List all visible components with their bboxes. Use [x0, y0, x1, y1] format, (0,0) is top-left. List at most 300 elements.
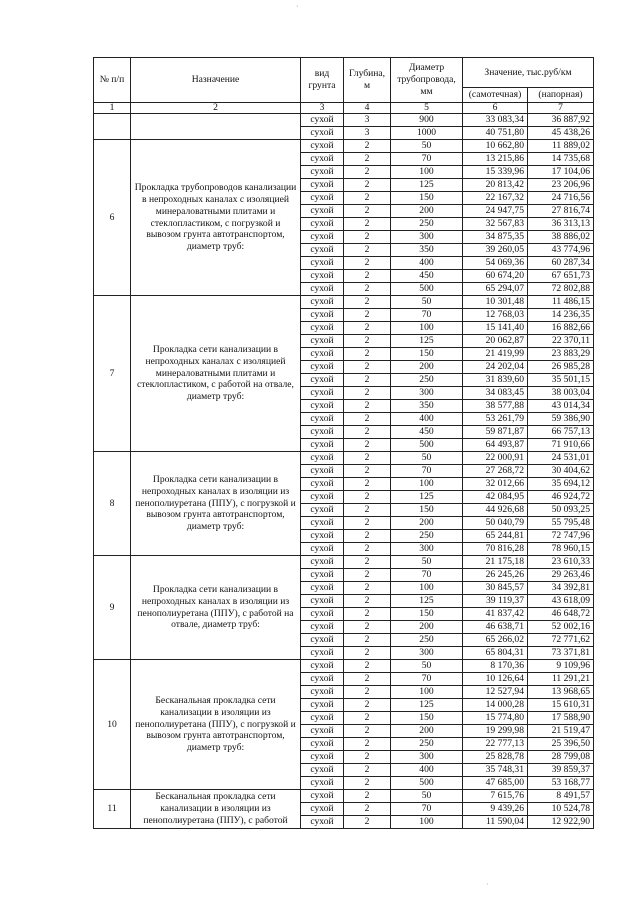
- depth-cell: 2: [344, 582, 391, 595]
- depth-cell: 2: [344, 335, 391, 348]
- depth-cell: 2: [344, 660, 391, 673]
- soil-type-cell: сухой: [301, 218, 344, 231]
- soil-type-cell: сухой: [301, 686, 344, 699]
- value-gravity-cell: 10 662,80: [463, 140, 528, 153]
- value-pressure-cell: 73 371,81: [528, 647, 594, 660]
- value-pressure-cell: 23 883,29: [528, 348, 594, 361]
- soil-type-cell: сухой: [301, 777, 344, 790]
- value-gravity-cell: 12 527,94: [463, 686, 528, 699]
- depth-cell: 2: [344, 543, 391, 556]
- depth-cell: 3: [344, 114, 391, 127]
- soil-type-cell: сухой: [301, 478, 344, 491]
- table-row: [94, 556, 594, 569]
- depth-cell: 2: [344, 153, 391, 166]
- soil-type-cell: сухой: [301, 231, 344, 244]
- depth-cell: 2: [344, 374, 391, 387]
- value-pressure-cell: 12 922,90: [528, 816, 594, 829]
- diameter-cell: 200: [391, 725, 463, 738]
- soil-type-cell: сухой: [301, 699, 344, 712]
- value-gravity-cell: 53 261,79: [463, 413, 528, 426]
- value-gravity-cell: 44 926,68: [463, 504, 528, 517]
- value-pressure-cell: 35 694,12: [528, 478, 594, 491]
- value-pressure-cell: 35 501,15: [528, 374, 594, 387]
- value-pressure-cell: 24 531,01: [528, 452, 594, 465]
- value-pressure-cell: 66 757,13: [528, 426, 594, 439]
- soil-type-cell: сухой: [301, 517, 344, 530]
- depth-cell: 2: [344, 764, 391, 777]
- value-gravity-cell: 65 266,02: [463, 634, 528, 647]
- value-pressure-cell: 17 588,90: [528, 712, 594, 725]
- value-pressure-cell: 13 968,65: [528, 686, 594, 699]
- soil-type-cell: сухой: [301, 530, 344, 543]
- soil-type-cell: сухой: [301, 114, 344, 127]
- value-gravity-cell: 65 804,31: [463, 647, 528, 660]
- diameter-cell: 150: [391, 504, 463, 517]
- diameter-cell: 300: [391, 543, 463, 556]
- value-gravity-cell: 41 837,42: [463, 608, 528, 621]
- diameter-cell: 100: [391, 322, 463, 335]
- diameter-cell: 100: [391, 166, 463, 179]
- diameter-cell: 100: [391, 686, 463, 699]
- soil-type-cell: сухой: [301, 205, 344, 218]
- diameter-cell: 50: [391, 556, 463, 569]
- depth-cell: 2: [344, 556, 391, 569]
- value-gravity-cell: 20 813,42: [463, 179, 528, 192]
- value-pressure-cell: 71 910,66: [528, 439, 594, 452]
- soil-type-cell: сухой: [301, 348, 344, 361]
- depth-cell: 2: [344, 738, 391, 751]
- value-gravity-cell: 21 419,99: [463, 348, 528, 361]
- column-number: 6: [463, 103, 528, 114]
- value-gravity-cell: 32 012,66: [463, 478, 528, 491]
- soil-type-cell: сухой: [301, 803, 344, 816]
- soil-type-cell: сухой: [301, 556, 344, 569]
- value-gravity-cell: 34 083,45: [463, 387, 528, 400]
- diameter-cell: 300: [391, 231, 463, 244]
- column-number: 1: [94, 103, 131, 114]
- value-gravity-cell: 35 748,31: [463, 764, 528, 777]
- value-pressure-cell: 11 889,02: [528, 140, 594, 153]
- diameter-cell: 450: [391, 270, 463, 283]
- diameter-cell: 150: [391, 712, 463, 725]
- depth-cell: 2: [344, 413, 391, 426]
- table-row: [94, 660, 594, 673]
- value-gravity-cell: 24 202,04: [463, 361, 528, 374]
- value-pressure-cell: 60 287,34: [528, 257, 594, 270]
- diameter-cell: 200: [391, 361, 463, 374]
- value-pressure-cell: 30 404,62: [528, 465, 594, 478]
- diameter-cell: 100: [391, 478, 463, 491]
- value-gravity-cell: 19 299,98: [463, 725, 528, 738]
- depth-cell: 2: [344, 504, 391, 517]
- depth-cell: 2: [344, 361, 391, 374]
- diameter-cell: 150: [391, 608, 463, 621]
- item-number: [94, 114, 131, 140]
- table-body: [94, 114, 594, 829]
- diameter-cell: 400: [391, 764, 463, 777]
- depth-cell: 2: [344, 439, 391, 452]
- soil-type-cell: сухой: [301, 764, 344, 777]
- value-pressure-cell: 55 795,48: [528, 517, 594, 530]
- value-gravity-cell: 13 215,86: [463, 153, 528, 166]
- depth-cell: 2: [344, 569, 391, 582]
- soil-type-cell: сухой: [301, 491, 344, 504]
- value-pressure-cell: 26 985,28: [528, 361, 594, 374]
- soil-type-cell: сухой: [301, 790, 344, 803]
- soil-type-cell: сухой: [301, 361, 344, 374]
- value-gravity-cell: 7 615,76: [463, 790, 528, 803]
- value-pressure-cell: 45 438,26: [528, 127, 594, 140]
- value-gravity-cell: 9 439,26: [463, 803, 528, 816]
- column-number: 3: [301, 103, 344, 114]
- value-pressure-cell: 10 524,78: [528, 803, 594, 816]
- value-pressure-cell: 29 263,46: [528, 569, 594, 582]
- diameter-cell: 400: [391, 257, 463, 270]
- soil-type-cell: сухой: [301, 634, 344, 647]
- value-pressure-cell: 14 236,35: [528, 309, 594, 322]
- diameter-cell: 70: [391, 153, 463, 166]
- value-gravity-cell: 39 119,37: [463, 595, 528, 608]
- depth-cell: 2: [344, 673, 391, 686]
- soil-type-cell: сухой: [301, 257, 344, 270]
- value-gravity-cell: 38 577,88: [463, 400, 528, 413]
- soil-type-cell: сухой: [301, 660, 344, 673]
- depth-cell: 2: [344, 517, 391, 530]
- soil-type-cell: сухой: [301, 153, 344, 166]
- depth-cell: 2: [344, 257, 391, 270]
- diameter-cell: 200: [391, 621, 463, 634]
- soil-type-cell: сухой: [301, 465, 344, 478]
- depth-cell: 2: [344, 816, 391, 829]
- soil-type-cell: сухой: [301, 608, 344, 621]
- depth-cell: 2: [344, 348, 391, 361]
- depth-cell: 3: [344, 127, 391, 140]
- depth-cell: 2: [344, 790, 391, 803]
- value-gravity-cell: 47 685,00: [463, 777, 528, 790]
- value-pressure-cell: 46 924,72: [528, 491, 594, 504]
- table-header: [94, 58, 594, 114]
- value-gravity-cell: 40 751,80: [463, 127, 528, 140]
- value-pressure-cell: 72 771,62: [528, 634, 594, 647]
- value-gravity-cell: 33 083,34: [463, 114, 528, 127]
- depth-cell: 2: [344, 270, 391, 283]
- value-pressure-cell: 16 882,66: [528, 322, 594, 335]
- soil-type-cell: сухой: [301, 179, 344, 192]
- cost-table: [93, 57, 594, 829]
- value-pressure-cell: 38 886,02: [528, 231, 594, 244]
- header-value-pressure: (напорная): [528, 88, 594, 103]
- soil-type-cell: сухой: [301, 725, 344, 738]
- depth-cell: 2: [344, 296, 391, 309]
- value-gravity-cell: 70 816,28: [463, 543, 528, 556]
- value-gravity-cell: 14 000,28: [463, 699, 528, 712]
- diameter-cell: 250: [391, 374, 463, 387]
- header-value: Значение, тыс.руб/км: [463, 58, 594, 88]
- value-gravity-cell: 10 126,64: [463, 673, 528, 686]
- table-row: [94, 140, 594, 153]
- diameter-cell: 50: [391, 790, 463, 803]
- depth-cell: 2: [344, 621, 391, 634]
- depth-cell: 2: [344, 244, 391, 257]
- diameter-cell: 450: [391, 426, 463, 439]
- header-depth: Глубина, м: [344, 58, 391, 103]
- value-pressure-cell: 43 014,34: [528, 400, 594, 413]
- value-gravity-cell: 32 567,83: [463, 218, 528, 231]
- header-purpose: Назначение: [131, 58, 301, 103]
- soil-type-cell: сухой: [301, 127, 344, 140]
- diameter-cell: 300: [391, 387, 463, 400]
- depth-cell: 2: [344, 699, 391, 712]
- diameter-cell: 125: [391, 179, 463, 192]
- value-gravity-cell: 50 040,79: [463, 517, 528, 530]
- value-gravity-cell: 30 845,57: [463, 582, 528, 595]
- value-pressure-cell: 11 291,21: [528, 673, 594, 686]
- soil-type-cell: сухой: [301, 426, 344, 439]
- value-gravity-cell: 42 084,95: [463, 491, 528, 504]
- diameter-cell: 250: [391, 218, 463, 231]
- header-diameter: Диаметр трубопровода, мм: [391, 58, 463, 103]
- value-gravity-cell: 22 167,32: [463, 192, 528, 205]
- header-soil: вид грунта: [301, 58, 344, 103]
- depth-cell: 2: [344, 712, 391, 725]
- soil-type-cell: сухой: [301, 166, 344, 179]
- diameter-cell: 150: [391, 192, 463, 205]
- item-purpose: Прокладка сети канализации в непроходных каналах в изоляции из пенополиуретана (ППУ), с работой на отвале, диаметр труб:: [131, 556, 301, 660]
- value-gravity-cell: 59 871,87: [463, 426, 528, 439]
- diameter-cell: 50: [391, 140, 463, 153]
- depth-cell: 2: [344, 309, 391, 322]
- value-gravity-cell: 24 947,75: [463, 205, 528, 218]
- value-gravity-cell: 64 493,87: [463, 439, 528, 452]
- item-number: 10: [94, 660, 131, 790]
- diameter-cell: 50: [391, 296, 463, 309]
- soil-type-cell: сухой: [301, 569, 344, 582]
- diameter-cell: 125: [391, 335, 463, 348]
- value-pressure-cell: 24 716,56: [528, 192, 594, 205]
- value-gravity-cell: 27 268,72: [463, 465, 528, 478]
- depth-cell: 2: [344, 751, 391, 764]
- value-pressure-cell: 43 774,96: [528, 244, 594, 257]
- diameter-cell: 300: [391, 751, 463, 764]
- value-pressure-cell: 36 313,13: [528, 218, 594, 231]
- value-pressure-cell: 11 486,15: [528, 296, 594, 309]
- value-pressure-cell: 59 386,90: [528, 413, 594, 426]
- value-gravity-cell: 15 141,40: [463, 322, 528, 335]
- diameter-cell: 150: [391, 348, 463, 361]
- diameter-cell: 250: [391, 530, 463, 543]
- item-purpose: Бесканальная прокладка сети канализации в изоляции из пенополиуретана (ППУ), с погрузкой и вывозом грунта автотранспортом, диаметр труб:: [131, 660, 301, 790]
- item-number: 8: [94, 452, 131, 556]
- depth-cell: 2: [344, 725, 391, 738]
- value-gravity-cell: 31 839,60: [463, 374, 528, 387]
- value-pressure-cell: 23 206,96: [528, 179, 594, 192]
- diameter-cell: 100: [391, 582, 463, 595]
- depth-cell: 2: [344, 231, 391, 244]
- value-gravity-cell: 8 170,36: [463, 660, 528, 673]
- soil-type-cell: сухой: [301, 335, 344, 348]
- soil-type-cell: сухой: [301, 751, 344, 764]
- value-pressure-cell: 34 392,81: [528, 582, 594, 595]
- item-purpose: Прокладка трубопроводов канализации в непроходных каналах с изоляцией минераловатными плитами и стеклопластиком, с погрузкой и вывозом грунта автотранспортом, диаметр труб:: [131, 140, 301, 296]
- item-purpose: Бесканальная прокладка сети канализации в изоляции из пенополиуретана (ППУ), с работой: [131, 790, 301, 829]
- diameter-cell: 350: [391, 400, 463, 413]
- depth-cell: 2: [344, 452, 391, 465]
- soil-type-cell: сухой: [301, 296, 344, 309]
- item-number: 9: [94, 556, 131, 660]
- value-pressure-cell: 50 093,25: [528, 504, 594, 517]
- value-gravity-cell: 39 260,05: [463, 244, 528, 257]
- value-gravity-cell: 46 638,71: [463, 621, 528, 634]
- depth-cell: 2: [344, 686, 391, 699]
- depth-cell: 2: [344, 166, 391, 179]
- diameter-cell: 900: [391, 114, 463, 127]
- diameter-cell: 500: [391, 439, 463, 452]
- table-row: [94, 114, 594, 127]
- diameter-cell: 125: [391, 491, 463, 504]
- diameter-cell: 125: [391, 595, 463, 608]
- depth-cell: 2: [344, 218, 391, 231]
- value-gravity-cell: 22 000,91: [463, 452, 528, 465]
- value-gravity-cell: 34 875,35: [463, 231, 528, 244]
- value-pressure-cell: 72 747,96: [528, 530, 594, 543]
- value-pressure-cell: 23 610,33: [528, 556, 594, 569]
- value-pressure-cell: 21 519,47: [528, 725, 594, 738]
- item-purpose: Прокладка сети канализации в непроходных каналах с изоляцией минераловатными плитами и стеклопластиком, с работой на отвале, диаметр труб:: [131, 296, 301, 452]
- soil-type-cell: сухой: [301, 738, 344, 751]
- depth-cell: 2: [344, 647, 391, 660]
- value-pressure-cell: 43 618,09: [528, 595, 594, 608]
- value-pressure-cell: 27 816,74: [528, 205, 594, 218]
- diameter-cell: 250: [391, 738, 463, 751]
- item-number: 7: [94, 296, 131, 452]
- soil-type-cell: сухой: [301, 309, 344, 322]
- diameter-cell: 400: [391, 413, 463, 426]
- value-gravity-cell: 54 069,36: [463, 257, 528, 270]
- soil-type-cell: сухой: [301, 582, 344, 595]
- depth-cell: 2: [344, 777, 391, 790]
- value-gravity-cell: 15 339,96: [463, 166, 528, 179]
- value-gravity-cell: 11 590,04: [463, 816, 528, 829]
- diameter-cell: 70: [391, 309, 463, 322]
- value-gravity-cell: 15 774,80: [463, 712, 528, 725]
- table-row: [94, 296, 594, 309]
- depth-cell: 2: [344, 530, 391, 543]
- soil-type-cell: сухой: [301, 452, 344, 465]
- depth-cell: 2: [344, 283, 391, 296]
- value-gravity-cell: 60 674,20: [463, 270, 528, 283]
- depth-cell: 2: [344, 595, 391, 608]
- value-pressure-cell: 72 802,88: [528, 283, 594, 296]
- column-number: 2: [131, 103, 301, 114]
- soil-type-cell: сухой: [301, 413, 344, 426]
- soil-type-cell: сухой: [301, 387, 344, 400]
- value-pressure-cell: 9 109,96: [528, 660, 594, 673]
- value-pressure-cell: 14 735,68: [528, 153, 594, 166]
- column-number-row: [94, 103, 594, 114]
- diameter-cell: 250: [391, 634, 463, 647]
- value-pressure-cell: 22 370,11: [528, 335, 594, 348]
- value-gravity-cell: 21 175,18: [463, 556, 528, 569]
- soil-type-cell: сухой: [301, 270, 344, 283]
- diameter-cell: 125: [391, 699, 463, 712]
- soil-type-cell: сухой: [301, 439, 344, 452]
- soil-type-cell: сухой: [301, 504, 344, 517]
- depth-cell: 2: [344, 491, 391, 504]
- value-pressure-cell: 67 651,73: [528, 270, 594, 283]
- diameter-cell: 70: [391, 465, 463, 478]
- diameter-cell: 500: [391, 283, 463, 296]
- value-gravity-cell: 22 777,13: [463, 738, 528, 751]
- value-gravity-cell: 20 062,87: [463, 335, 528, 348]
- diameter-cell: 70: [391, 803, 463, 816]
- scan-mark-bottom: ·: [486, 880, 489, 889]
- depth-cell: 2: [344, 192, 391, 205]
- soil-type-cell: сухой: [301, 283, 344, 296]
- item-purpose: [131, 114, 301, 140]
- depth-cell: 2: [344, 634, 391, 647]
- depth-cell: 2: [344, 140, 391, 153]
- item-number: 6: [94, 140, 131, 296]
- soil-type-cell: сухой: [301, 595, 344, 608]
- diameter-cell: 500: [391, 777, 463, 790]
- item-purpose: Прокладка сети канализации в непроходных каналах в изоляции из пенополиуретана (ППУ), с погрузкой и вывозом грунта автотранспортом, диаметр труб:: [131, 452, 301, 556]
- value-pressure-cell: 46 648,72: [528, 608, 594, 621]
- soil-type-cell: сухой: [301, 543, 344, 556]
- depth-cell: 2: [344, 803, 391, 816]
- value-pressure-cell: 52 002,16: [528, 621, 594, 634]
- value-gravity-cell: 65 294,07: [463, 283, 528, 296]
- depth-cell: 2: [344, 608, 391, 621]
- diameter-cell: 200: [391, 205, 463, 218]
- depth-cell: 2: [344, 400, 391, 413]
- value-pressure-cell: 78 960,15: [528, 543, 594, 556]
- depth-cell: 2: [344, 465, 391, 478]
- value-gravity-cell: 25 828,78: [463, 751, 528, 764]
- value-pressure-cell: 53 168,77: [528, 777, 594, 790]
- value-pressure-cell: 28 799,08: [528, 751, 594, 764]
- diameter-cell: 300: [391, 647, 463, 660]
- item-number: 11: [94, 790, 131, 829]
- soil-type-cell: сухой: [301, 621, 344, 634]
- diameter-cell: 350: [391, 244, 463, 257]
- soil-type-cell: сухой: [301, 400, 344, 413]
- diameter-cell: 200: [391, 517, 463, 530]
- soil-type-cell: сухой: [301, 140, 344, 153]
- depth-cell: 2: [344, 426, 391, 439]
- depth-cell: 2: [344, 387, 391, 400]
- value-pressure-cell: 25 396,50: [528, 738, 594, 751]
- diameter-cell: 100: [391, 816, 463, 829]
- value-gravity-cell: 65 244,81: [463, 530, 528, 543]
- value-gravity-cell: 12 768,03: [463, 309, 528, 322]
- value-gravity-cell: 10 301,48: [463, 296, 528, 309]
- soil-type-cell: сухой: [301, 374, 344, 387]
- column-number: 5: [391, 103, 463, 114]
- column-number: 7: [528, 103, 594, 114]
- depth-cell: 2: [344, 478, 391, 491]
- diameter-cell: 70: [391, 673, 463, 686]
- value-pressure-cell: 17 104,06: [528, 166, 594, 179]
- column-number: 4: [344, 103, 391, 114]
- value-pressure-cell: 15 610,31: [528, 699, 594, 712]
- soil-type-cell: сухой: [301, 673, 344, 686]
- depth-cell: 2: [344, 179, 391, 192]
- value-pressure-cell: 8 491,57: [528, 790, 594, 803]
- table-row: [94, 452, 594, 465]
- diameter-cell: 50: [391, 660, 463, 673]
- header-num: № п/п: [94, 58, 131, 103]
- header-value-gravity: (самотечная): [463, 88, 528, 103]
